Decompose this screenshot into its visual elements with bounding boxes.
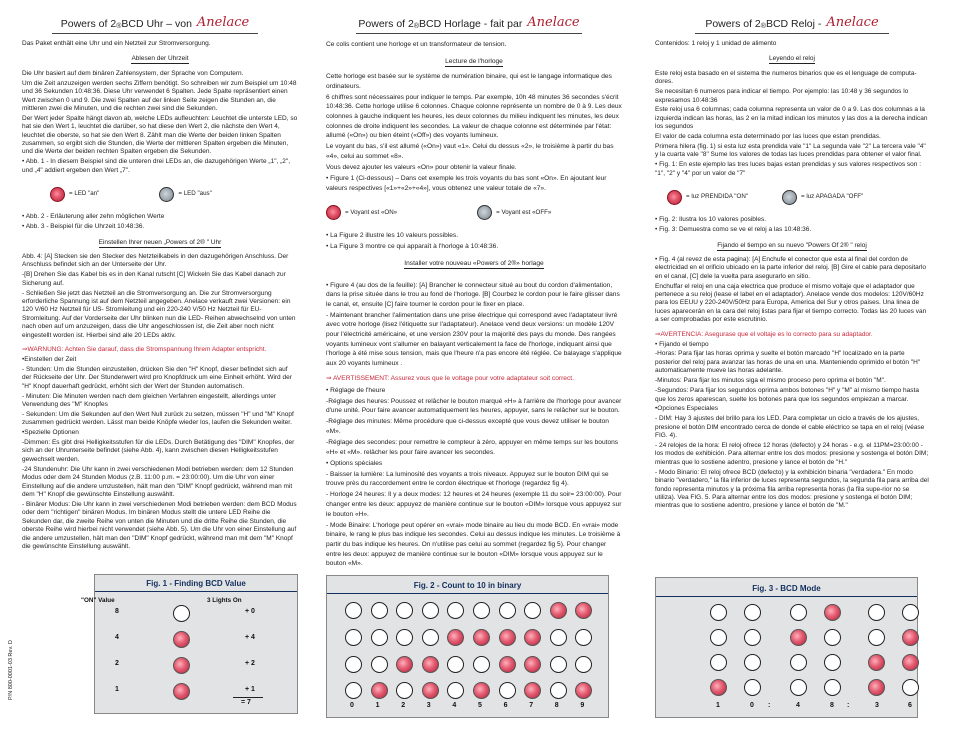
- paragraph: • Abb. 1 - In diesem Beispiel sind die unteren drei LEDs an, die dazugehörigen Werte „1", „2", und „4" addiert ergeben den Wert „7".: [22, 158, 291, 174]
- led-on-icon: [524, 656, 541, 673]
- led-on-icon: [326, 205, 341, 220]
- led-off-icon: [902, 679, 919, 696]
- paragraph: - Binärer Modus: Die Uhr kann in zwei verschiedenen Modi betrieben werden: dem BCD Modus oder dem "richtigen" binären Modus. Im binären Modus stellt die untere LED Reihe die Sekunden dar, die zweite Reihe von unten die Minuten und die dritte Reihe die Stunden, die oberste Reihe wird hierbei nicht verwendet (siehe Abb. 5). Um die Uhr von einer Einstellung auf die andere umzustellen, hält man den "DIM" Knopf gedrückt, während man mit dem "M" Knopf die gewünschte Einstellung auswählt.: [22, 500, 297, 550]
- paragraph: - Mode Binaire: L'horloge peut opérer en «vrai» mode binaire au lieu du mode BCD. En «vrai» mode binaire, le rang le plus bas indique les secondes. Celui au dessus indique les minutes. Le troisième à partir du bas indique les heures. On n'utilise pas celui au sommet (regardez fig 5). Pour changer entre les deux: appuyez de manière continue sur le bouton «DIM» lorsque vous appuyez sur le bouton «M».: [326, 521, 621, 568]
- intro-text: Das Paket enthält eine Uhr und ein Netzteil zur Stromversorgung.: [22, 40, 211, 47]
- led-off-icon: [345, 656, 362, 673]
- led-on-icon: [710, 679, 727, 696]
- paragraph: - Schließen Sie jetzt das Netzteil an die Stromversorgung an. Die zur Stromversorgung erforderliche Spannung ist auf dem Netzteil angegeben. Anelace verkauft zwei Versionen: ein 120 V/60 Hz Netzteil für US- Stromleitung und ein 220-240 V/50 Hz Netzteil für EU-Stromleitung. Auf der Vorderseite der Uhr blinken nun die LED- Reihen abwechselnd von unten nach oben auf um anzuzeigen, dass die Uhr angeschlossen ist, die Zeit aber noch nicht eingestellt worden ist. Hierbei sind alle 20 LEDs aktiv.: [22, 289, 296, 339]
- section-heading: Leyendo el reloj: [769, 55, 815, 63]
- led-on-icon: [422, 682, 439, 699]
- led-off-icon: [824, 679, 841, 696]
- led-off-icon: [371, 602, 388, 619]
- header-text: Powers of 2: [358, 18, 414, 30]
- registered-mark: ®: [413, 23, 420, 30]
- led-off-icon: [371, 656, 388, 673]
- bit-value-label: 8: [115, 608, 119, 615]
- led-off-icon: [744, 629, 761, 646]
- led-on-icon: [396, 656, 413, 673]
- led-on-icon: [868, 654, 885, 671]
- figure-2: [326, 575, 609, 718]
- paragraph: - Maintenant brancher l'alimentation dans une prise électrique qui correspond avec l'adaptateur livré avec votre horloge (lisez l'étiquette sur l'adaptateur). Anelace vend deux versions: un modèle 120V pour l'électricité américaine, et une version 230V pour la majorité des pays du monde. Des rangées voyants lumineux vont s'allumer en balayant verticalement la face de l'horloge, indiquant ainsi que l'horloge à été mise sous tension, mais que l'heure n'a pas encore été réglée. Ce balayage s'applique aux 20 voyants lumineux .: [326, 311, 622, 367]
- legend-off-label: = Voyant est «OFF»: [496, 208, 552, 216]
- readout-char: :: [768, 702, 771, 709]
- led-off-icon: [396, 682, 413, 699]
- paragraph: Este reloj esta basado en el sistema the numeros binarios que es el lenguage de computa-dores.: [655, 69, 917, 86]
- paragraph: • La Figure 3 montre ce qui apparaît à l'horloge à 10:48:36.: [326, 243, 499, 251]
- paragraph: - Stunden: Um die Stunden einzustellen, drücken Sie den "H" Knopf, dieser befindet sich auf der Rückseite der Uhr. Der Stundenwert wird pro Knopfdruck um eine Einheit erhöht. Wird der "H" Knopf dauerhaft gedrückt, erhöht sich der Wert der Stunden automatisch.: [22, 365, 292, 390]
- led-off-icon: [422, 602, 439, 619]
- led-off-icon: [550, 656, 567, 673]
- paragraph: -24 Stundenuhr: Die Uhr kann in zwei verschiedenen Modi betrieben werden: dem 12 Stunden Modus oder dem 24 Stunden Modus (z.B. 11:00 p.m. = 23:00:00). Um die Uhr von einer Einstellung auf die andere umzustellen, hält man den "DIM" Knopf gedrückt, während man mit dem "H" Knopf die gewünschte Einstellung auswählt.: [22, 465, 294, 498]
- led-on-icon: [524, 629, 541, 646]
- led-on-icon: [524, 682, 541, 699]
- led-on-icon: [447, 629, 464, 646]
- led-off-icon: [371, 629, 388, 646]
- led-on-icon: [473, 629, 490, 646]
- led-off-icon: [824, 629, 841, 646]
- legend-on-label: = Voyant est «ON»: [345, 208, 398, 216]
- led-off-icon: [473, 656, 490, 673]
- paragraph: • La Figure 2 illustre les 10 valeurs possibles.: [326, 232, 459, 240]
- paragraph: Enchuffar el reloj en una caja electrica que produce el mismo voltaje que el adaptador que pertenece a su reloj (lease el label en el adaptador). Anelace vende dos modelos: 120V/60Hz para los EEUU y 220-240V/50Hz para Europa, America del Sur y otros paises. Una linea de luces aparecerán en la cara del reloj listas para fijar el tiempo correcto. Todas las 20 luces van a ser comprobadas por este escrutinio.: [655, 282, 927, 324]
- intro-text: Contenidos: 1 reloj y 1 unidad de alimento: [655, 40, 777, 47]
- brand-logo: Anelace: [196, 15, 250, 30]
- paragraph: -Réglage des heures: Poussez et relâcher le bouton marqué «H» à l'arrière de l'horloge pour avancer d'une unité. Pour faire avancer automatiquement les heures, appuyer, sans le relâcher sur le bouton.: [326, 397, 622, 415]
- digit-label: 6: [503, 702, 508, 709]
- paragraph: •Spezielle Optionen: [22, 429, 79, 437]
- bit-value-label: 2: [115, 660, 119, 667]
- paragraph: Cette horloge est basée sur le système de numération binaire, qui est le langage informatique des ordinateurs.: [326, 73, 612, 90]
- digit-label: 0: [350, 702, 354, 709]
- led-off-icon: [345, 682, 362, 699]
- digit-label: 4: [452, 702, 457, 709]
- paragraph: - Sekunden: Um die Sekunden auf den Wert Null zurück zu setzen, müssen "H" und "M" Knopf zusammen gedrückt werden. Lässt man beide Knöpfe wieder los, laufen die Sekunden weiter.: [22, 410, 294, 427]
- paragraph: - Minuten: Die Minuten werden nach dem gleichen Verfahren eingestellt, allerdings unter Verwendung des "M" Knopfes: [22, 392, 277, 408]
- paragraph: Primera hilera (fig. 1) si esta luz esta prendida vale "1" La segunda vale "2" La tercera vale "4" y la cuarta vale "8" Sume los valores de todas las luces prendidas para obtener el valor final.: [655, 143, 926, 159]
- led-off-icon: [868, 629, 885, 646]
- led-on-icon: [902, 654, 919, 671]
- led-on-icon: [902, 629, 919, 646]
- legend-off-label: = LED "aus": [178, 189, 212, 197]
- led-off-icon: [744, 654, 761, 671]
- spanish-body: [655, 40, 929, 512]
- led-off-icon: [824, 654, 841, 671]
- led-off-icon: [473, 602, 490, 619]
- german-body: [22, 40, 298, 553]
- header-text-suffix: BCD Horlage - fait par: [419, 18, 523, 30]
- digit-label: 8: [554, 702, 559, 709]
- paragraph: El valor de cada columna esta determinado por las luces que estan prendidas.: [655, 133, 881, 141]
- readout-char: 8: [830, 702, 834, 709]
- paragraph: Le voyant du bas, s'il est allumé («On») vaut «1». Celui du dessus «2», le troisième à partir du bas «4», celui au sommet «8».: [326, 143, 614, 160]
- led-off-icon: [550, 629, 567, 646]
- french-header: [356, 12, 582, 34]
- paragraph: Este reloj usa 6 columnas; cada columna representa un valor de 0 a 9. Las dos columnas a la izquierda indican las horas, las 2 en la mitad indican los minutos y las dos a la derecha indican los segundos: [655, 106, 928, 131]
- readout-char: 1: [716, 702, 720, 709]
- paragraph: Se necesitan 6 numeros para indicar el tiempo. Por ejemplo: las 10:48 y 36 segundos lo expresamos 10:48:36: [655, 88, 909, 104]
- bit-value-label: 4: [115, 634, 119, 641]
- led-off-icon: [524, 602, 541, 619]
- column-label-on-value: "ON" Value: [81, 597, 115, 604]
- bit-value-label: 1: [115, 686, 119, 693]
- led-on-icon: [575, 682, 592, 699]
- led-off-icon: [744, 679, 761, 696]
- led-on-icon: [371, 682, 388, 699]
- brand-logo: Anelace: [826, 15, 879, 30]
- figure-title: Fig. 1 - Finding BCD Value: [146, 579, 246, 588]
- led-off-icon: [575, 629, 592, 646]
- digit-label: 2: [401, 702, 406, 709]
- section-heading: Fijando el tiempo en su nuevo "Powers Of 2® " reloj: [717, 241, 867, 249]
- led-off-icon: [790, 654, 807, 671]
- paragraph: • Figure 4 (au dos de la feuille): [A] Brancher le connecteur situé au bout du cordon d'alimentation, dans la prise située dans le trou au fond de l'horloge. [B] Courbez le cordon pour le faire glisser dans le canal, et, ensuite [C] faire tourner le cordon pour le fixer en place.: [326, 281, 620, 308]
- paragraph: - Modo Binario: El reloj ofrece BCD (defecto) y la exhibición binaria "verdadera." En modo binario "verdadero," la fila inferior de luces representa segundos, la segunda fila para arriba del fondo representa minutos y la próxima fila arriba representa horas (la fila supe-rior no se utiliza). Vea FIG. 5. Para alternar entre los dos modos: presione y sostenga el botón DIM; mientras que lo sostiene adentro, presione y lance el botón de "M.": [655, 468, 929, 510]
- led-off-icon: [575, 656, 592, 673]
- readout-char: 4: [796, 702, 800, 709]
- digit-label: 1: [375, 702, 380, 709]
- paragraph: Der Wert jeder Spalte hängt davon ab, welche LEDs aufleuchten: Leuchtet die unterste LED, so hat sie den Wert 1, leuchtet die darüber, so hat diese den Wert 2, die nächste den Wert 4, leuchtet die oberste, so hat sie den Wert 8. Zählt man die Werte der beiden linken Spalten zusammen, so ergibt sich die Stunden, die Werte der mittleren Spalten ergeben die Minuten, und die Werte der beiden rechten Spalten ergeben die Sekunden.: [22, 114, 298, 156]
- led-on-icon: [550, 602, 567, 619]
- paragraph: -Minutos: Para fijar los minutos siga el mismo proceso pero oprima el botón "M".: [655, 377, 886, 385]
- led-off-icon: [422, 629, 439, 646]
- paragraph: • Abb. 2 - Erläuterung aller zehn möglichen Werte: [22, 213, 165, 221]
- led-off-icon: [447, 656, 464, 673]
- led-off-icon: [790, 604, 807, 621]
- section-heading: Installer votre nouveau «Powers of 2®» horlage: [404, 260, 544, 267]
- digit-label: 5: [478, 702, 482, 709]
- figure-3: [655, 577, 918, 718]
- led-off-icon: [477, 205, 492, 220]
- led-on-icon: [824, 604, 841, 621]
- legend-on-label: = LED "an": [69, 189, 100, 197]
- figure-title: Fig. 3 - BCD Mode: [752, 584, 821, 593]
- sum-label: + 2: [245, 660, 255, 667]
- led-off-icon: [744, 604, 761, 621]
- led-legend: [326, 199, 622, 225]
- sum-label: + 1: [245, 686, 255, 693]
- header-text: Powers of 2: [705, 18, 761, 30]
- paragraph: -[B] Drehen Sie das Kabel bis es in den Kanal rutscht [C] Wickeln Sie das Kabel danach zur Sicherung auf.: [22, 271, 286, 287]
- led-off-icon: [345, 629, 362, 646]
- paragraph: -Segundos: Para fijar los segundos oprima ambos botones "H" y "M" al mismo tiempo hasta que los zeros aparescan, suelte los botones para que los segundos empiezan a marcar.: [655, 387, 919, 403]
- paragraph: -Horas: Para fijar las horas oprima y suelte el botón marcado "H" localizado en la parte posterior del reloj para avanzar las horas de una en una. Manteniendo oprimido el botón "H" automaticamente mueve las horas adelante.: [655, 350, 921, 375]
- readout-char: 6: [908, 702, 912, 709]
- paragraph: • Fig. 2: Ilustra los 10 valores posibles.: [655, 216, 767, 224]
- warning-text: ⇒AVERTENCIA: Asegurase que el voltaje es lo correcto para su adaptador.: [655, 330, 873, 338]
- led-off-icon: [782, 190, 797, 205]
- led-off-icon: [396, 602, 413, 619]
- paragraph: •Einstellen der Zeit: [22, 355, 77, 363]
- led-legend: [655, 184, 929, 210]
- column-label-lights-on: 3 Lights On: [207, 597, 242, 604]
- led-on-icon: [173, 683, 190, 700]
- led-on-icon: [473, 682, 490, 699]
- legend-on-label: = luz PRENDIDA "ON": [686, 192, 748, 200]
- led-off-icon: [868, 604, 885, 621]
- led-off-icon: [159, 187, 174, 202]
- paragraph: • Fig. 4 (al revez de esta pagina): [A] Enchufe el conector que esta al final del cordon de electricidad en el orificio ubicado en la parte inferior del reloj. [B] Gire el cable para depositarlo en el canal, [C] dele la vuelta para asegurarlo en sitio.: [655, 255, 926, 280]
- led-off-icon: [499, 682, 516, 699]
- paragraph: • Abb. 3 - Beispiel für die Uhrzeit 10:48:36.: [22, 223, 145, 231]
- registered-mark: ®: [760, 23, 766, 30]
- paragraph: - Horloge 24 heures: Il y a deux modes: 12 heures et 24 heures (exemple 11 du soir= 23:00:00). Pour changer entre les deux: appuyez de manière continue sur le bouton «DIM» lorsque vous appuyez sur le bouton «H».: [326, 491, 622, 518]
- header-text: Powers of 2: [60, 18, 117, 30]
- section-heading: Einstellen Ihrer neuen „Powers of 2® " Uhr: [98, 238, 222, 246]
- led-on-icon: [667, 190, 682, 205]
- led-on-icon: [575, 602, 592, 619]
- sum-label: + 0: [245, 608, 255, 615]
- paragraph: - Baisser la lumière: La luminosité des voyants a trois niveaux. Appuyez sur le bouton DIM qui se trouve près du raccordement entre le cordon électrique et l'horloge (regardez fig 4).: [326, 470, 609, 488]
- led-off-icon: [710, 604, 727, 621]
- led-off-icon: [173, 605, 190, 622]
- led-on-icon: [422, 656, 439, 673]
- led-on-icon: [868, 679, 885, 696]
- paragraph: •Opciones Especiales: [655, 405, 718, 413]
- led-on-icon: [50, 187, 65, 202]
- led-on-icon: [173, 657, 190, 674]
- figure-1: [81, 574, 298, 714]
- paragraph: 6 chiffres sont nécessaires pour indiquer le temps. Par exemple, 10h 48 minutes 36 secondes s'écrit 10:48:36. Cette horloge utilise 6 colonnes. Chaque colonne représente un nombre de 0 à 9. Les deux colonnes à gauche indiquent les heures, les deux colonnes du milieu indiquent les minutes, les deux colonnes de droite indiquent les secondes. La valeur de chaque colonne est déterminée par l'état: allumé («On») ou bien éteint («Off») des voyants lumineux.: [326, 93, 622, 140]
- paragraph: • Options spéciales: [326, 459, 383, 467]
- paragraph: Die Uhr basiert auf dem binären Zahlensystem, der Sprache von Computern.: [22, 69, 244, 77]
- header-text-suffix: BCD Uhr – von: [121, 18, 192, 30]
- led-off-icon: [790, 679, 807, 696]
- paragraph: - 24 relojes de la hora: El reloj ofrece 12 horas (defecto) y 24 horas - e.g. el 11PM=23:00:00 - los modos de exhibición. Para alternar entre los dos modos: presione y sostenga el botón DIM; mientras que lo sostiene adentro, presione y lance el botón de "H.": [655, 442, 929, 466]
- paragraph: Um die Zeit anzuzeigen werden sechs Ziffern benötigt. So schreiben wir zum Beispiel um 10:48 und 36 Sekunden 10:48:36. Diese Uhr verwendet 6 Spalten. Jede Spalte repräsentiert einen Wert zwischen 0 und 9. Die zwei Spalten auf der linken Seite zeigen die Stunden an, die mittleren zwei die Minuten, und die rechten zwei sind die Sekunden.: [22, 79, 297, 112]
- warning-text: ⇒ AVERTISSEMENT: Assurez vous que le voltage pour votre adaptateur soit correct.: [326, 375, 574, 383]
- readout-char: 3: [875, 702, 879, 709]
- paragraph: - DIM: Hay 3 ajustes del brillo para los LED. Para completar un ciclo a través de los ajustes, presione el botón DIM encontrado cerca de donde el cable eléctrico se tapa en el reloj (véase FIG. 4).: [655, 415, 925, 440]
- led-off-icon: [345, 602, 362, 619]
- led-on-icon: [499, 629, 516, 646]
- header-text-suffix: BCD Reloj -: [765, 18, 822, 30]
- led-on-icon: [173, 631, 190, 648]
- led-on-icon: [499, 656, 516, 673]
- digit-label: 9: [580, 702, 585, 709]
- led-off-icon: [447, 682, 464, 699]
- legend-off-label: = luz APAGADA "OFF": [801, 192, 864, 200]
- readout-char: :: [847, 702, 850, 709]
- readout-char: 0: [750, 702, 754, 709]
- section-heading: Lecture de l'horloge: [445, 57, 503, 65]
- led-on-icon: [790, 629, 807, 646]
- paragraph: • Fig. 1: En este ejemplo las tres luces bajas estan prendidas y sus valores respectivos son : "1", "2" y "4" por un valor de "7": [655, 161, 922, 177]
- led-off-icon: [902, 604, 919, 621]
- intro-text: Ce colis contient une horloge et un transformateur de tension.: [326, 41, 507, 48]
- digit-label: 7: [529, 702, 534, 709]
- led-off-icon: [710, 654, 727, 671]
- german-header: [52, 12, 258, 34]
- paragraph: Vous devez ajouter les valeurs «On» pour obtenir la valeur finale.: [326, 164, 517, 172]
- led-legend: [22, 181, 298, 207]
- spanish-header: [695, 12, 889, 34]
- led-off-icon: [499, 602, 516, 619]
- section-heading: Ablesen der Uhrzeit: [131, 55, 189, 63]
- led-off-icon: [550, 682, 567, 699]
- brand-logo: Anelace: [527, 15, 580, 30]
- paragraph: • Réglage de l'heure: [326, 386, 386, 394]
- part-number: P/N 800-0001-03 Rev. D: [8, 640, 14, 700]
- sum-label: + 4: [245, 634, 255, 641]
- paragraph: Abb. 4: [A] Stecken sie den Stecker des Netzteilkabels in den dazugehörigen Anschluss. Der Anschluss befindet sich an der Unterseite der Uhr.: [22, 252, 289, 269]
- paragraph: • Figure 1 (Ci-dessous) – Dans cet exemple les trois voyants du bas sont «On». En ajoutant leur valeurs respectives [«1»+«2»+«4»], vous obtenez une valeur totale de «7».: [326, 175, 607, 192]
- paragraph: -Dimmen: Es gibt drei Helligkeitsstufen für die LEDs. Durch Betätigung des "DIM" Knopfes, der sich an der Uhrunterseite befindet (siehe Abb. 4), kann zwischen diesen Helligkeitsstufen gewechselt werden.: [22, 439, 295, 463]
- paragraph: • Fig. 3: Demuestra como se ve el reloj a las 10:48:36.: [655, 226, 812, 234]
- led-off-icon: [710, 629, 727, 646]
- french-body: [326, 40, 622, 570]
- registered-mark: ®: [116, 23, 122, 30]
- led-off-icon: [396, 629, 413, 646]
- paragraph: -Réglage des secondes: pour remettre le compteur à zéro, appuyer en même temps sur les boutons «H» et «M». relâcher les pour faire avancer les secondes.: [326, 439, 619, 456]
- paragraph: • Fijando el tiempo: [655, 340, 709, 348]
- digit-label: 3: [426, 702, 431, 709]
- paragraph: -Réglage des minutes: Même procédure que ci-dessus excepté que vous devez utiliser le bouton «M».: [326, 418, 609, 435]
- total-value: = 7: [241, 699, 251, 706]
- warning-text: ⇒WARNUNG: Achten Sie darauf, dass die Stromspannung Ihrem Adapter entspricht.: [22, 345, 267, 353]
- figure-title: Fig. 2 - Count to 10 in binary: [413, 581, 522, 590]
- led-off-icon: [447, 602, 464, 619]
